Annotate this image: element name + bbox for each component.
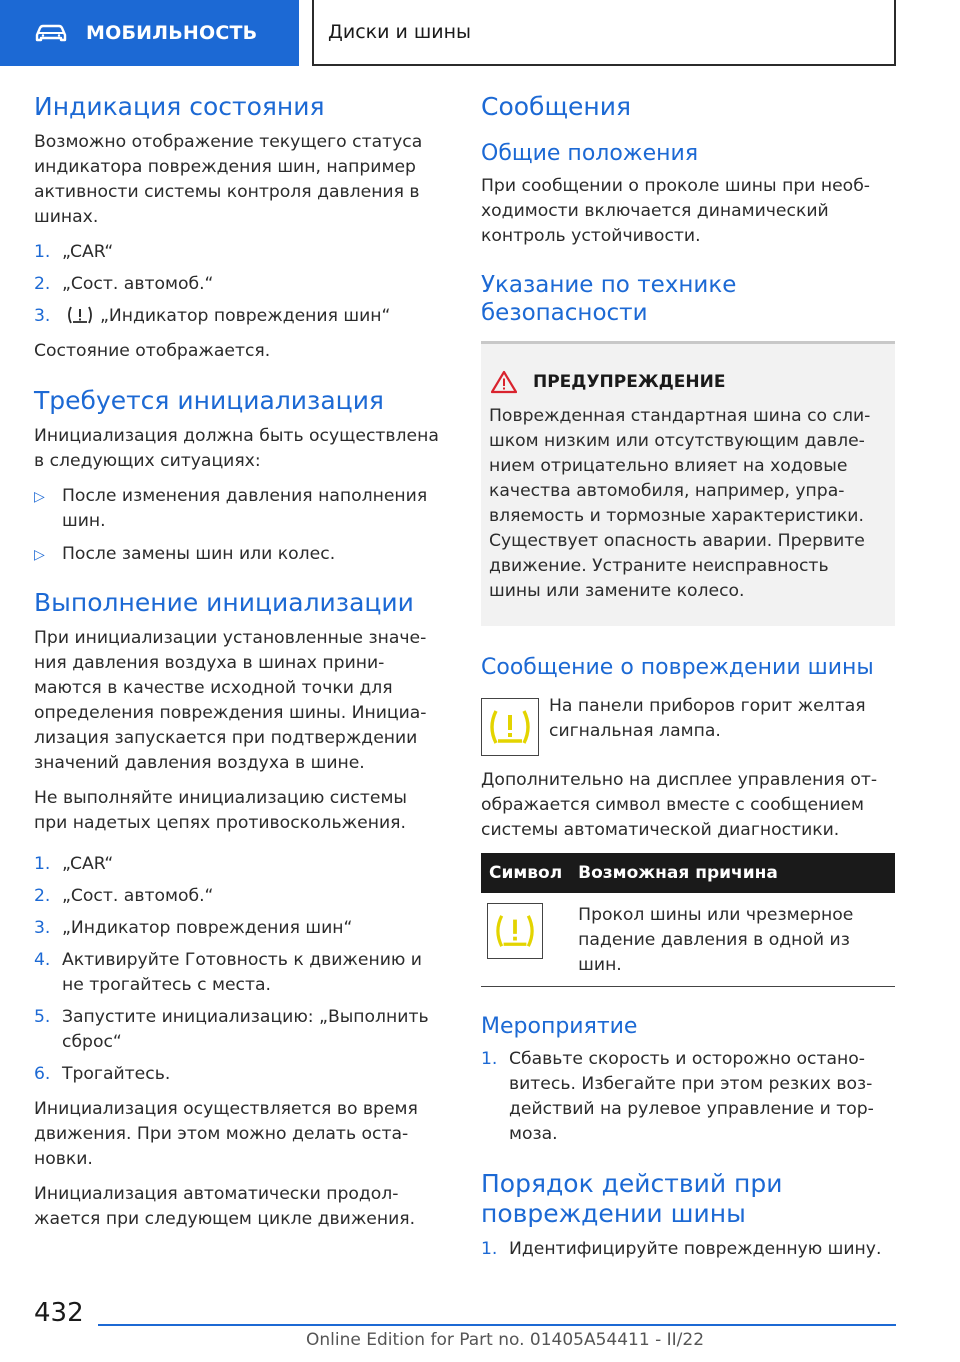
list-item: 6. Трогайтесь. [34, 1064, 171, 1084]
list-item: ▷ После изменения давления наполнения шин. [34, 486, 428, 531]
list-item: 2. „Сост. автомоб.“ [34, 274, 214, 294]
bullets-init [34, 484, 444, 568]
tpms-icon [66, 305, 94, 325]
right-column [481, 92, 895, 1272]
para-init-4: Инициализация автоматически продолжается при следующем цикле движения. [34, 1184, 416, 1229]
table-cause-cell: Прокол шины или чрезмерное падение давления в одной из шин. [570, 893, 895, 987]
heading-messages: Сообщения [481, 92, 632, 121]
list-item: 5. Запустите инициализацию: „Выполнить сброс“ [34, 1007, 429, 1052]
list-item: 1. Идентифицируйте поврежденную шину. [481, 1239, 882, 1259]
heading-procedure: Порядок действий при повреждении шины [481, 1169, 783, 1228]
steps-procedure [481, 1237, 895, 1262]
list-item: ▷ После замены шин или колес. [34, 544, 336, 564]
heading-init-required: Требуется инициализация [34, 386, 384, 415]
table-header-cause: Возможная причина [570, 853, 895, 893]
warning-text: Поврежденная стандартная шина со слишком низким или отсутствующим давлением отрицательно влияет на ходовые качества автомобиля, например, управляемость и тормозные характеристики. Существует опасность аварии. Прервите движение. Устраните неисправность шины или замените колесо. [489, 406, 871, 601]
steps-status [34, 240, 444, 329]
warning-label: ПРЕДУПРЕЖДЕНИЕ [533, 372, 726, 392]
edition-text: Online Edition for Part no. 01405A54411 - II/22 [306, 1330, 705, 1350]
page-footer [0, 1294, 960, 1362]
steps-measure [481, 1047, 895, 1147]
section-title: Диски и шины [312, 0, 896, 66]
tire-lamp-block [481, 694, 895, 756]
list-item: 1. Сбавьте скорость и осторожно остановитесь. Избегайте при этом резких воздействий на рулевое управление и тормоза. [481, 1049, 874, 1144]
para-init-2: Не выполняйте инициализацию системы при надетых цепях противоскольжения. [34, 788, 407, 833]
list-item: 3. „Индикатор повреждения шин“ [34, 306, 391, 326]
heading-measure: Мероприятие [481, 1014, 638, 1039]
footer-rule [98, 1324, 896, 1326]
car-icon [34, 23, 68, 43]
para-general: При сообщении о проколе шины при необходимости включается динамический контроль устойчивости. [481, 176, 870, 246]
warning-box [481, 341, 895, 626]
para-tire-damage: Дополнительно на дисплее управления отображается символ вместе с сообщением системы автоматической диагностики. [481, 770, 878, 840]
table-row [481, 893, 895, 987]
heading-status: Индикация состояния [34, 92, 325, 121]
warning-header [489, 370, 881, 394]
table-header-symbol: Символ [481, 853, 570, 893]
list-item: 1. „CAR“ [34, 854, 114, 874]
para-status: Возможно отображение текущего статуса индикатора повреждения шин, например активности системы контроля давления в шинах. [34, 132, 423, 227]
table-symbol-frame [487, 903, 543, 959]
para-init-required: Инициализация должна быть осуществлена в следующих ситуациях: [34, 426, 439, 471]
list-item: 2. „Сост. автомоб.“ [34, 886, 214, 906]
tpms-warning-lamp-icon [493, 912, 537, 950]
heading-tire-damage: Сообщение о повреждении шины [481, 655, 874, 680]
left-column [34, 92, 444, 1242]
page-number: 432 [34, 1298, 84, 1328]
page-header [0, 0, 960, 66]
list-item: 4. Активируйте Готовность к движению и не трогайтесь с места. [34, 950, 422, 995]
para-init-3: Инициализация осуществляется во время движения. При этом можно делать остановки. [34, 1099, 418, 1169]
tire-lamp-frame [481, 698, 539, 756]
heading-safety: Указание по технике безопасности [481, 272, 737, 326]
symbol-table [481, 853, 895, 987]
chapter-tab[interactable] [0, 0, 299, 66]
para-init-1: При инициализации установленные значения давления воздуха в шинах принимаются в качестве исходной точки для определения повреждения шины. Инициализация запускается при подтверждении значений давления воздуха в шине. [34, 628, 427, 773]
steps-init [34, 852, 444, 1087]
tpms-warning-lamp-icon [487, 707, 533, 747]
heading-general: Общие положения [481, 141, 699, 166]
list-item: 3. „Индикатор повреждения шин“ [34, 918, 353, 938]
chapter-label: МОБИЛЬНОСТЬ [86, 22, 258, 44]
heading-init-perform: Выполнение инициализации [34, 588, 414, 617]
list-item: 1. „CAR“ [34, 242, 114, 262]
warning-triangle-icon [491, 370, 517, 394]
para-status-after: Состояние отображается. [34, 341, 271, 361]
tire-lamp-text: На панели приборов горит желтая сигнальная лампа. [549, 696, 866, 741]
